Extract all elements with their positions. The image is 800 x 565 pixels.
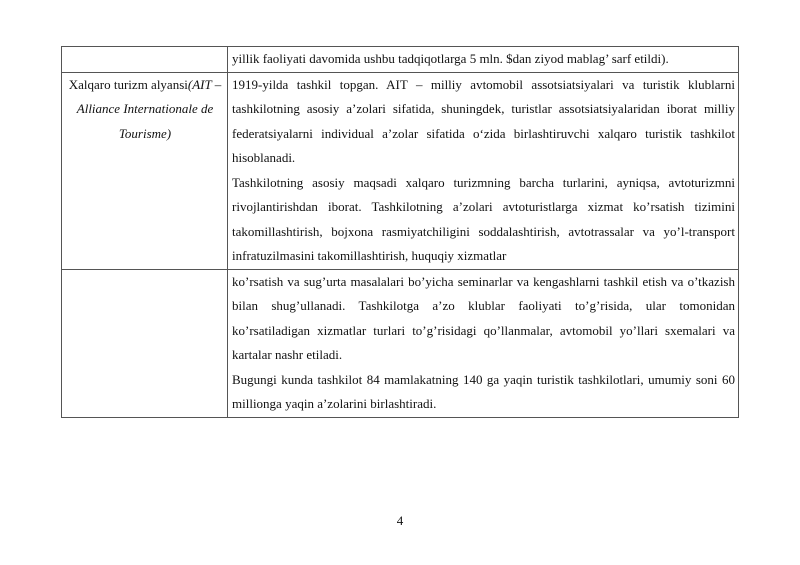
table-row xyxy=(62,269,739,417)
document-table xyxy=(61,46,739,418)
table-row xyxy=(62,72,739,269)
organization-name-full: (AIT – Alliance Internationale de Tourisme) xyxy=(76,76,222,141)
paragraph: Tashkilotning asosiy maqsadi xalqaro turizmning barcha turlarini, ayniqsa, avtoturizmni rivojlantirishdan iborat. Tashkilotning a’zolari avtoturistlarga xizmat ko’rsatish tizimini takomillashtirish, bojxona rasmiyatchiligini soddalashtirish, avtotrassalar va yo’l-transport infratuzilmasini takomillashtirish, huquqiy xizmatlar xyxy=(232,174,735,263)
table-cell-description xyxy=(228,72,739,269)
table-row xyxy=(62,47,739,73)
paragraph: 1919-yilda tashkil topgan. AIT – milliy avtomobil assotsiatsiyalari va turistik klublarni tashkilotning asosiy a’zolari sifatida, shuningdek, turistlar assotsiatsiyalaridan iborat milliy federatsiyalarni individual a’zolar sifatida o‘zida birlashtiruvchi xalqaro turistik tashkilot hisoblanadi. xyxy=(232,76,735,165)
paragraph: yillik faoliyati davomida ushbu tadqiqotlarga 5 mln. $dan ziyod mablag’ sarf etildi). xyxy=(232,51,669,66)
table-cell-description xyxy=(228,47,739,73)
table-cell-description xyxy=(228,269,739,417)
paragraph: ko’rsatish va sug’urta masalalari bo’yicha seminarlar va kengashlarni tashkil etish va o’tkazish bilan shug’ullanadi. Tashkilotga a’zo klublar faoliyati to’g’risida, ular tomonidan ko’rsatiladigan xizmatlar turlari to’g’risidagi qo’llanmalar, avtomobil yo’llari sxemalari va kartalar nashr etiladi. xyxy=(232,273,735,362)
organization-name: Xalqaro turizm alyansi xyxy=(68,76,188,92)
table-cell-name xyxy=(62,72,228,269)
page-number: 4 xyxy=(396,513,404,528)
paragraph: Bugungi kunda tashkilot 84 mamlakatning 140 ga yaqin turistik tashkilotlari, umumiy soni 60 millionga yaqin a’zolarini birlashtiradi. xyxy=(232,371,735,411)
table-cell-name xyxy=(62,269,228,417)
table-cell-name xyxy=(62,47,228,73)
